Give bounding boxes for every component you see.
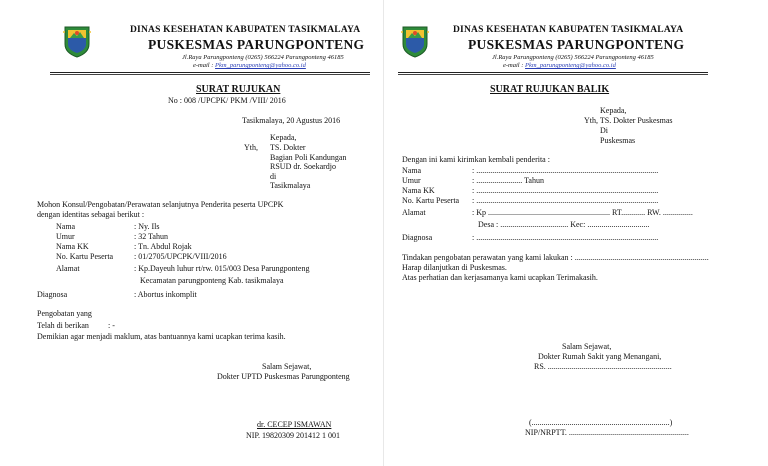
field-value: : Kp.Dayeuh luhur rt/rw. 015/003 Desa Parungponteng [134, 264, 310, 273]
address-continuation: Kecamatan parungponteng Kab. tasikmalaya [140, 276, 284, 285]
field-label: Umur [402, 176, 421, 185]
recipient-name: TS. Dokter [270, 143, 306, 152]
intro-text: dengan identitas sebagai berikut : [37, 210, 145, 219]
letter-number: No : 008 /UPCPK/ PKM /VIII/ 2016 [168, 96, 286, 105]
recipient-yth: Yth, [244, 143, 258, 152]
action-text: Tindakan pengobatan perawatan yang kami lakukan : ................................................................... [402, 253, 709, 262]
recipient-line: Di [600, 126, 608, 135]
continue-text: Harap dilanjutkan di Puskesmas. [402, 263, 507, 272]
diagnosis-value: : Abortus inkomplit [134, 290, 197, 299]
recipient-line: di [270, 172, 277, 181]
field-label: Nama KK [402, 186, 435, 195]
treatment-label: Pengobatan yang [37, 309, 92, 318]
clinic-name: PUSKESMAS PARUNGPONTENG [148, 37, 365, 52]
recipient-line: RSUD dr. Soekardjo [270, 162, 336, 171]
email-link[interactable]: Pkm_parungponteng@yahoo.co.id [525, 62, 616, 69]
letter-title: SURAT RUJUKAN BALIK [490, 84, 610, 95]
field-label: Nama KK [56, 242, 89, 251]
field-value: : ........................................................................................... [472, 186, 659, 195]
signer-nip: NIP. 19820309 201412 1 001 [246, 431, 341, 440]
clinic-address: Jl.Raya Parungponteng (0265) 566224 Parungponteng 46185 [182, 54, 344, 61]
address-continuation: Desa : .................................. Kec: ............................... [478, 220, 650, 229]
diagnosis-label: Diagnosa [37, 290, 68, 299]
tasikmalaya-emblem-icon [400, 24, 430, 58]
field-label: Nama [402, 166, 422, 175]
recipient-line: Tasikmalaya [270, 181, 311, 190]
recipient-to: Kepada, [270, 133, 297, 142]
clinic-address: Jl.Raya Parungponteng (0265) 566224 Parungponteng 46185 [492, 54, 654, 61]
field-value: : 32 Tahun [134, 232, 168, 241]
recipient-line: Puskesmas [600, 136, 636, 145]
clinic-email-row [193, 62, 306, 69]
treatment-label: Telah di berikan [37, 321, 89, 330]
field-label: No. Kartu Peserta [402, 196, 460, 205]
recipient-line: Bagian Poli Kandungan [270, 153, 347, 162]
field-value: : ....................... Tahun [472, 176, 544, 185]
treatment-value: : - [108, 321, 115, 330]
field-label: Alamat [56, 264, 80, 273]
tasikmalaya-emblem-icon [62, 24, 92, 58]
recipient-to: Kepada, [600, 106, 627, 115]
field-label: No. Kartu Peserta [56, 252, 114, 261]
field-label: Alamat [402, 208, 426, 217]
header-rule-thin [398, 74, 708, 75]
header-rule [398, 72, 708, 73]
diagnosis-label: Diagnosa [402, 233, 433, 242]
signer-title: Dokter UPTD Puskesmas Parungponteng [217, 372, 350, 381]
email-link[interactable]: Pkm_parungponteng@yahoo.co.id [215, 62, 306, 69]
clinic-email-row [503, 62, 616, 69]
letter-title: SURAT RUJUKAN [196, 84, 281, 95]
field-label: Nama [56, 222, 76, 231]
return-referral-letter [392, 0, 760, 466]
intro-text: Mohon Konsul/Pengobatan/Perawatan selanjutnya Penderita peserta UPCPK [37, 200, 284, 209]
header-rule-thin [50, 74, 370, 75]
recipient-line: Yth, TS. Dokter Puskesmas [584, 116, 673, 125]
field-value: : Tn. Abdul Rojak [134, 242, 192, 251]
hospital-line: RS. .............................................................. [534, 362, 672, 371]
page-divider [383, 0, 384, 466]
closing-text: Demikian agar menjadi maklum, atas bantuannya kami ucapkan terima kasih. [37, 332, 286, 341]
field-label: Umur [56, 232, 75, 241]
regards: Salam Sejawat, [562, 342, 612, 351]
agency-name: DINAS KESEHATAN KABUPATEN TASIKMALAYA [453, 25, 684, 35]
field-value: : Kp ............................................................. RT............ RW. ............... [472, 208, 693, 217]
diagnosis-value: : ........................................................................................... [472, 233, 659, 242]
header-rule [50, 72, 370, 73]
signer-nip: NIP/NRPTT. ............................................................ [525, 428, 689, 437]
field-value: : Ny. Ils [134, 222, 160, 231]
field-value: : ........................................................................................... [472, 166, 659, 175]
signer-name: dr. CECEP ISMAWAN [257, 420, 332, 429]
field-value: : ........................................................................................... [472, 196, 659, 205]
regards: Salam Sejawat, [262, 362, 312, 371]
place-date: Tasikmalaya, 20 Agustus 2016 [242, 116, 341, 125]
thanks-text: Atas perhatian dan kerjasamanya kami ucapkan Terimakasih. [402, 273, 598, 282]
field-value: : 01/2705/UPCPK/VIII/2016 [134, 252, 227, 261]
signer-title: Dokter Rumah Sakit yang Menangani, [538, 352, 662, 361]
signer-name: (.....................................................................) [529, 418, 673, 427]
email-label: e-mail : [193, 62, 214, 69]
agency-name: DINAS KESEHATAN KABUPATEN TASIKMALAYA [130, 25, 361, 35]
clinic-name: PUSKESMAS PARUNGPONTENG [468, 37, 685, 52]
intro-text: Dengan ini kami kirimkan kembali penderita : [402, 155, 550, 164]
referral-letter [12, 0, 380, 466]
email-label: e-mail : [503, 62, 524, 69]
